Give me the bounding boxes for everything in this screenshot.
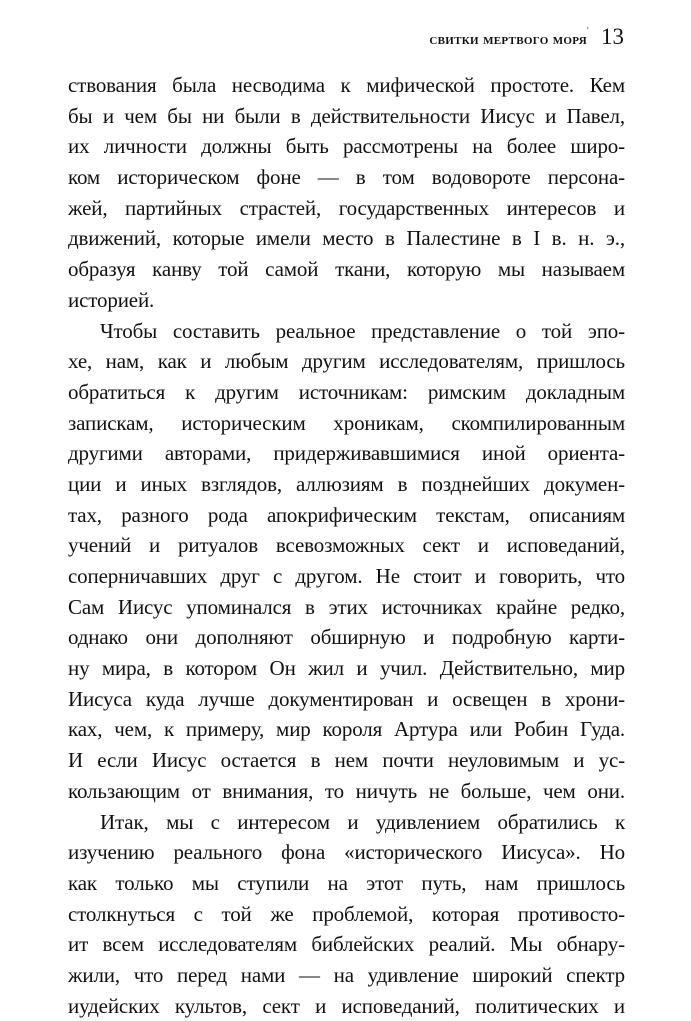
text-line: бы и чем бы ни были в действительности Иисус и Павел,	[68, 101, 625, 132]
text-line: Итак, мы с интересом и удивлением обратились к	[68, 807, 625, 838]
text-line: иудейских культов, сект и исповеданий, политических и	[68, 991, 625, 1021]
text-line: Чтобы составить реальное представление о той эпо-	[68, 316, 625, 347]
text-line: кользающим от внимания, то ничуть не больше, чем они.	[68, 776, 625, 807]
text-line: обратиться к другим источникам: римским докладным	[68, 377, 625, 408]
text-line: И если Иисус остается в нем почти неуловимым и ус-	[68, 745, 625, 776]
text-line: ком историческом фоне — в том водовороте персона-	[68, 162, 625, 193]
text-line: столкнуться с той же проблемой, которая противосто-	[68, 899, 625, 930]
text-line: жей, партийных страстей, государственных интересов и	[68, 193, 625, 224]
text-line: изучению реального фона «исторического Иисуса». Но	[68, 837, 625, 868]
print-speck: '	[587, 26, 599, 37]
text-line: однако они дополняют обширную и подробную карти-	[68, 622, 625, 653]
text-line: ции и иных взглядов, аллюзиям в позднейших докумен-	[68, 469, 625, 500]
text-line: учений и ритуалов всевозможных сект и исповеданий,	[68, 530, 625, 561]
text-line: ках, чем, к примеру, мир короля Артура или Робин Гуда.	[68, 714, 625, 745]
text-line: соперничавших друг с другом. Не стоит и говорить, что	[68, 561, 625, 592]
text-line: историей.	[68, 285, 625, 316]
text-line: Иисуса куда лучше документирован и освещен в хрони-	[68, 684, 625, 715]
page-number: 13	[601, 24, 624, 50]
text-line: ит всем исследователям библейских реалий. Мы обнару-	[68, 929, 625, 960]
text-line: ствования была несводима к мифической простоте. Кем	[68, 70, 625, 101]
text-line: как только мы ступили на этот путь, нам пришлось	[68, 868, 625, 899]
body-text	[68, 70, 625, 1021]
text-line: хе, нам, как и любым другим исследователям, пришлось	[68, 346, 625, 377]
running-head	[429, 24, 624, 50]
text-line: Сам Иисус упоминался в этих источниках крайне редко,	[68, 592, 625, 623]
text-line: запискам, историческим хроникам, скомпилированным	[68, 408, 625, 439]
text-line: ну мира, в котором Он жил и учил. Действительно, мир	[68, 653, 625, 684]
text-line: жили, что перед нами — на удивление широкий спектр	[68, 960, 625, 991]
text-line: образуя канву той самой ткани, которую мы называем	[68, 254, 625, 285]
text-line: движений, которые имели место в Палестине в I в. н. э.,	[68, 223, 625, 254]
paragraph-1	[68, 70, 625, 316]
text-line: их личности должны быть рассмотрены на более широ-	[68, 131, 625, 162]
text-line: тах, разного рода апокрифическим текстам, описаниям	[68, 500, 625, 531]
paragraph-3	[68, 807, 625, 1021]
text-line: другими авторами, придерживавшимися иной ориента-	[68, 438, 625, 469]
running-title: свитки мертвого моря	[429, 31, 587, 49]
paragraph-2	[68, 316, 625, 807]
